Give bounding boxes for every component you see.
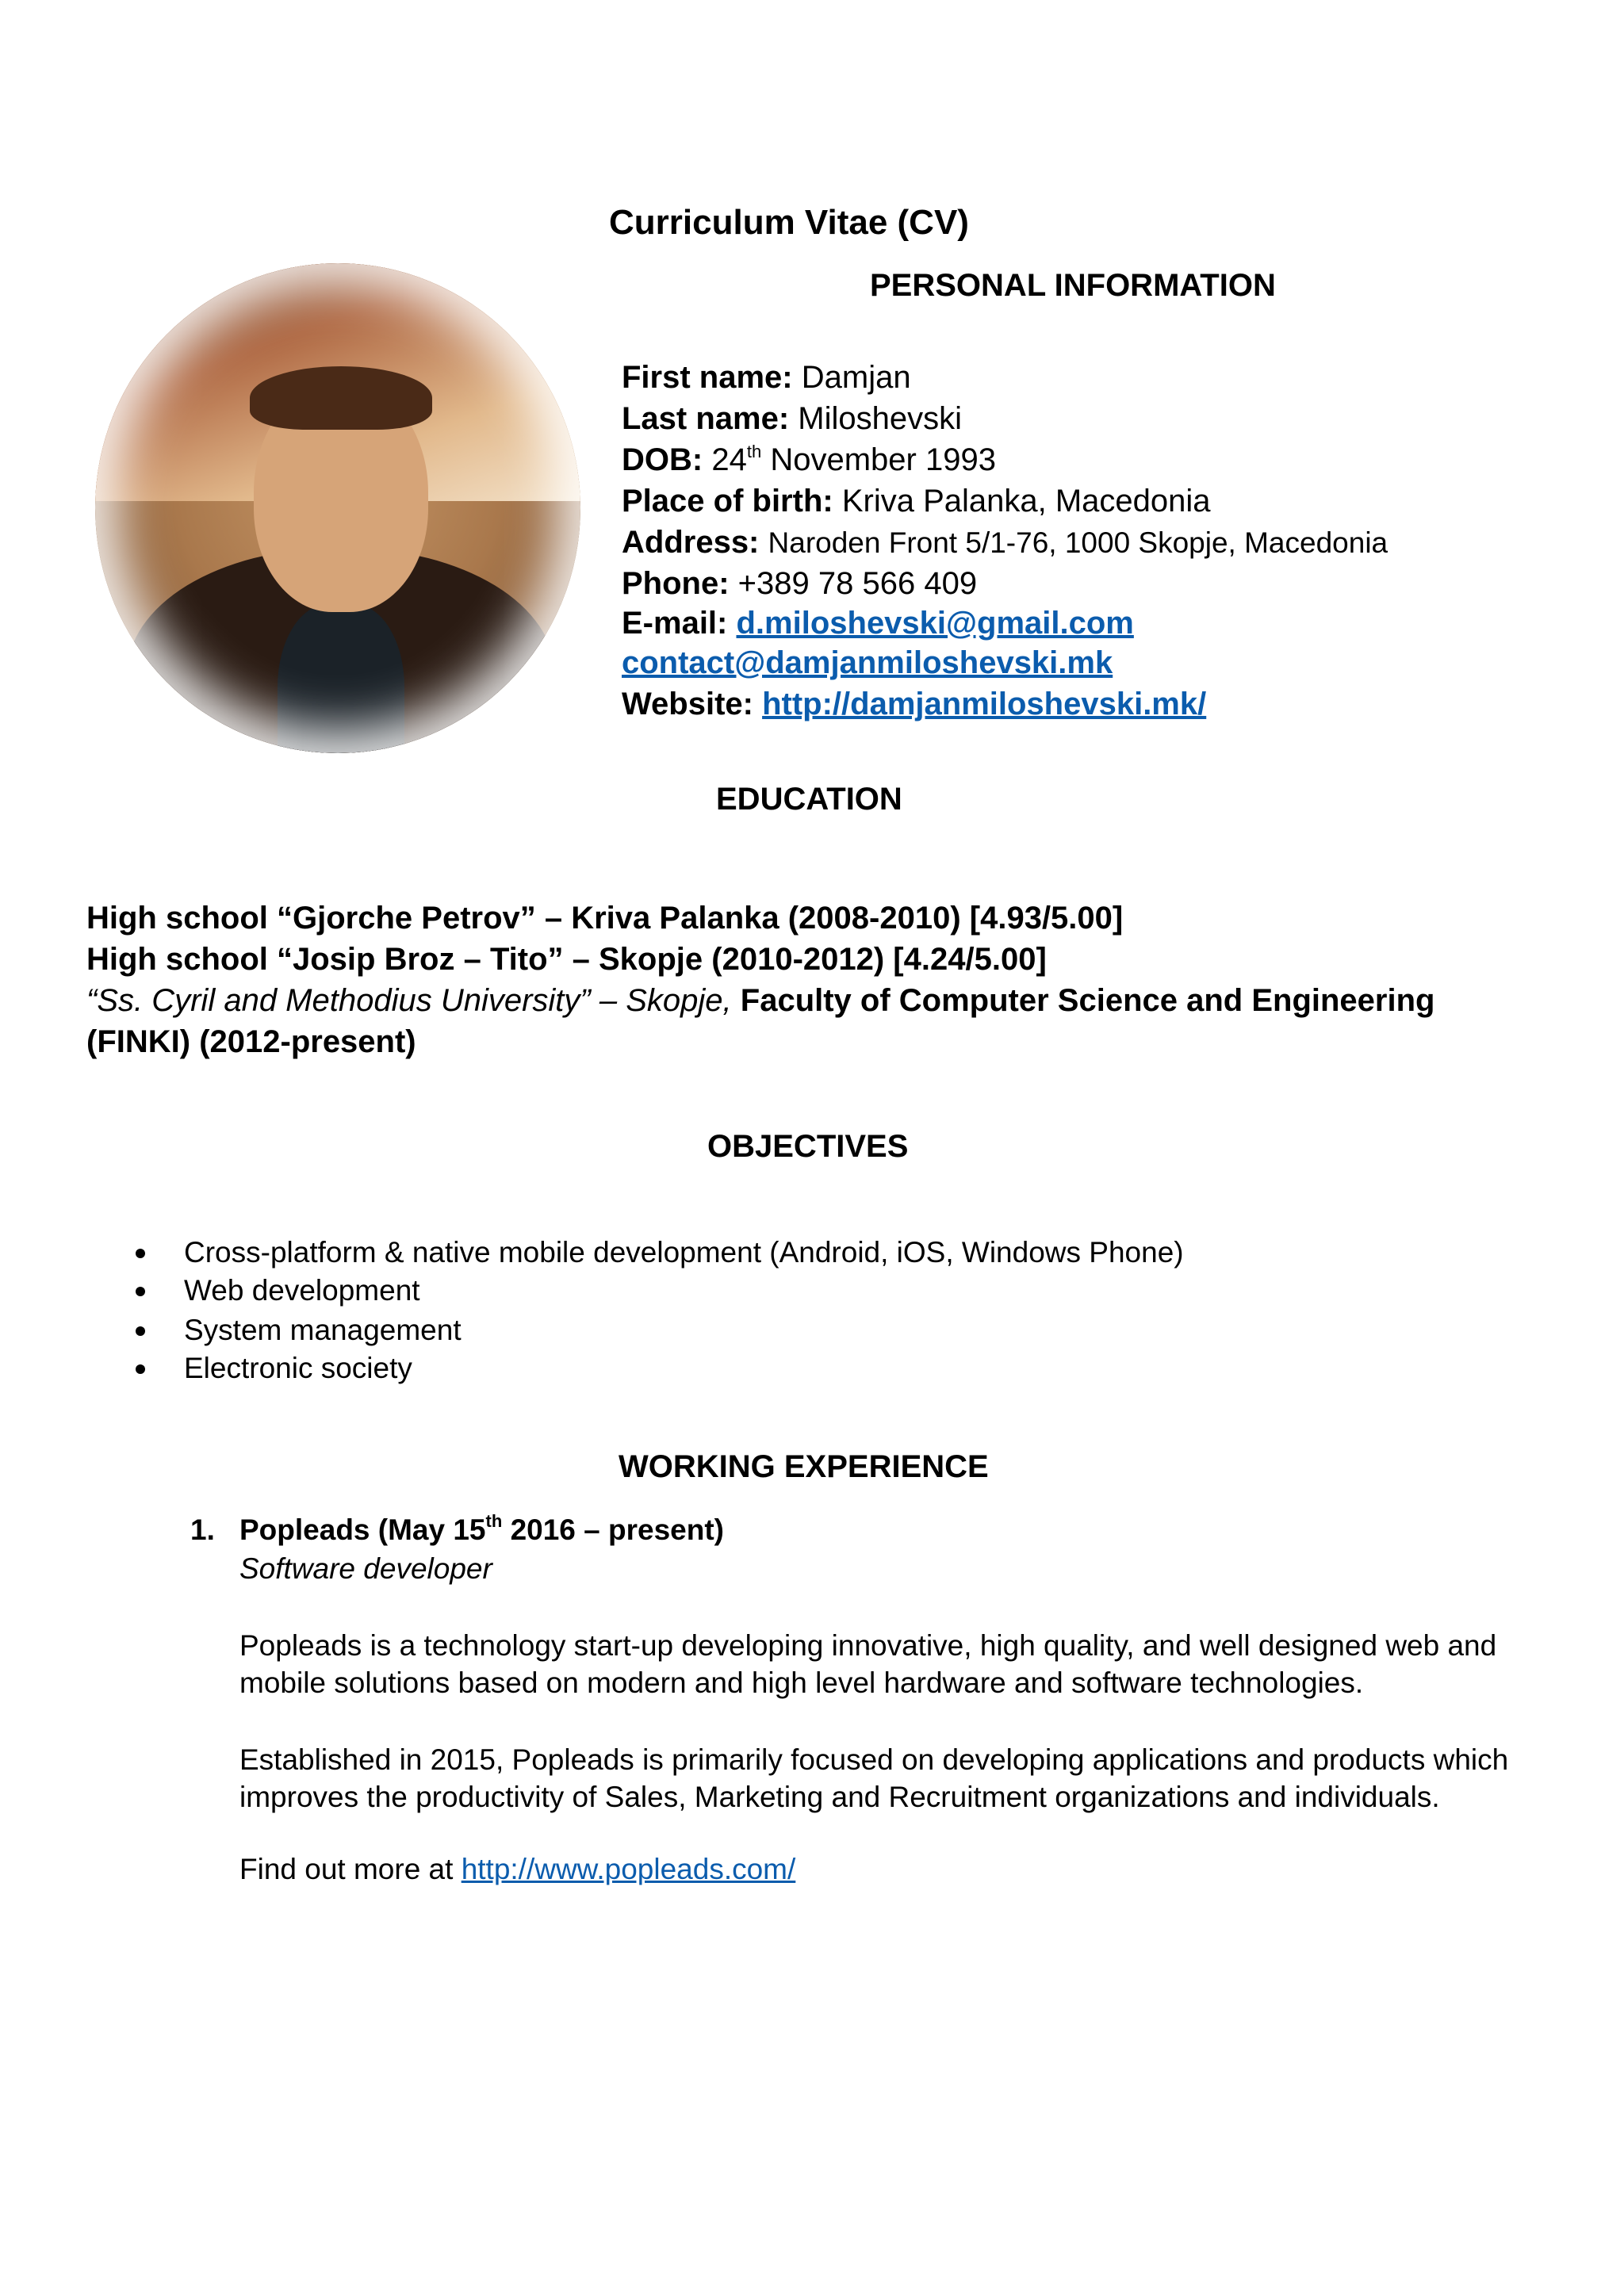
experience-role: Software developer [239,1552,492,1585]
objective-item: Electronic society [184,1352,412,1384]
email-link-primary[interactable]: d.miloshevski@gmail.com [736,606,1134,641]
find-more-row [239,1851,795,1888]
dob-day: 24 [711,442,747,477]
profile-photo [95,263,580,753]
experience-para2-line1: Established in 2015, Popleads is primarily focused on developing applications and products which [239,1743,1509,1776]
phone-value: +389 78 566 409 [737,566,978,601]
education-line-1: High school “Gjorche Petrov” – Kriva Palanka (2008-2010) [4.93/5.00] [86,901,1124,936]
birth-label: Place of birth: [622,484,833,519]
company-sup: th [485,1511,503,1531]
objective-item: Cross-platform & native mobile development (Android, iOS, Windows Phone) [184,1236,1184,1269]
birth-row [622,480,1211,522]
education-line-3 [86,980,1434,1021]
bullet-icon [136,1364,145,1374]
dob-label: DOB: [622,442,703,477]
address-value: Naroden Front 5/1-76, 1000 Skopje, Macedonia [768,526,1388,559]
email-label: E-mail: [622,606,728,641]
education-line-4: (FINKI) (2012-present) [86,1024,416,1059]
address-label: Address: [622,525,760,560]
objectives-heading: OBJECTIVES [707,1129,909,1164]
website-label: Website: [622,687,753,721]
dob-row [622,439,996,480]
experience-para1-line1: Popleads is a technology start-up developing innovative, high quality, and well designed web and [239,1629,1497,1662]
faculty-name: Faculty of Computer Science and Engineering [740,983,1435,1018]
objective-item: Web development [184,1274,420,1307]
email-row-2 [622,642,1113,683]
objective-item: System management [184,1314,462,1346]
email-link-contact[interactable]: contact@damjanmiloshevski.mk [622,645,1113,680]
experience-para1-line2: mobile solutions based on modern and high level hardware and software technologies. [239,1667,1364,1699]
phone-row [622,563,977,604]
experience-number: 1. [190,1513,215,1546]
first-name-row [622,357,911,398]
birth-value: Kriva Palanka, Macedonia [841,484,1211,519]
experience-para2-line2: improves the productivity of Sales, Marketing and Recruitment organizations and individuals. [239,1781,1440,1813]
find-more-text: Find out more at [239,1853,454,1885]
experience-company [239,1511,724,1549]
phone-label: Phone: [622,566,730,601]
bullet-icon [136,1287,145,1296]
last-name-row [622,398,962,439]
website-row [622,683,1206,725]
address-row [622,522,1388,564]
personal-info-heading: PERSONAL INFORMATION [870,268,1276,303]
experience-heading: WORKING EXPERIENCE [619,1449,989,1484]
university-name: “Ss. Cyril and Methodius University” – Skopje, [86,983,732,1018]
dob-rest: November 1993 [770,442,996,477]
company-start: Popleads (May 15 [239,1513,486,1546]
dob-suffix: th [746,442,762,461]
education-line-2: High school “Josip Broz – Tito” – Skopje (2010-2012) [4.24/5.00] [86,942,1047,977]
first-name-value: Damjan [801,360,911,395]
bullet-icon [136,1326,145,1336]
education-heading: EDUCATION [716,782,902,817]
website-link[interactable]: http://damjanmiloshevski.mk/ [762,687,1207,721]
first-name-label: First name: [622,360,793,395]
company-end: 2016 – present) [510,1513,724,1546]
last-name-label: Last name: [622,401,790,436]
email-row [622,603,1134,644]
bullet-icon [136,1249,145,1258]
popleads-link[interactable]: http://www.popleads.com/ [461,1853,796,1885]
page-title: Curriculum Vitae (CV) [609,203,969,242]
last-name-value: Miloshevski [798,401,963,436]
